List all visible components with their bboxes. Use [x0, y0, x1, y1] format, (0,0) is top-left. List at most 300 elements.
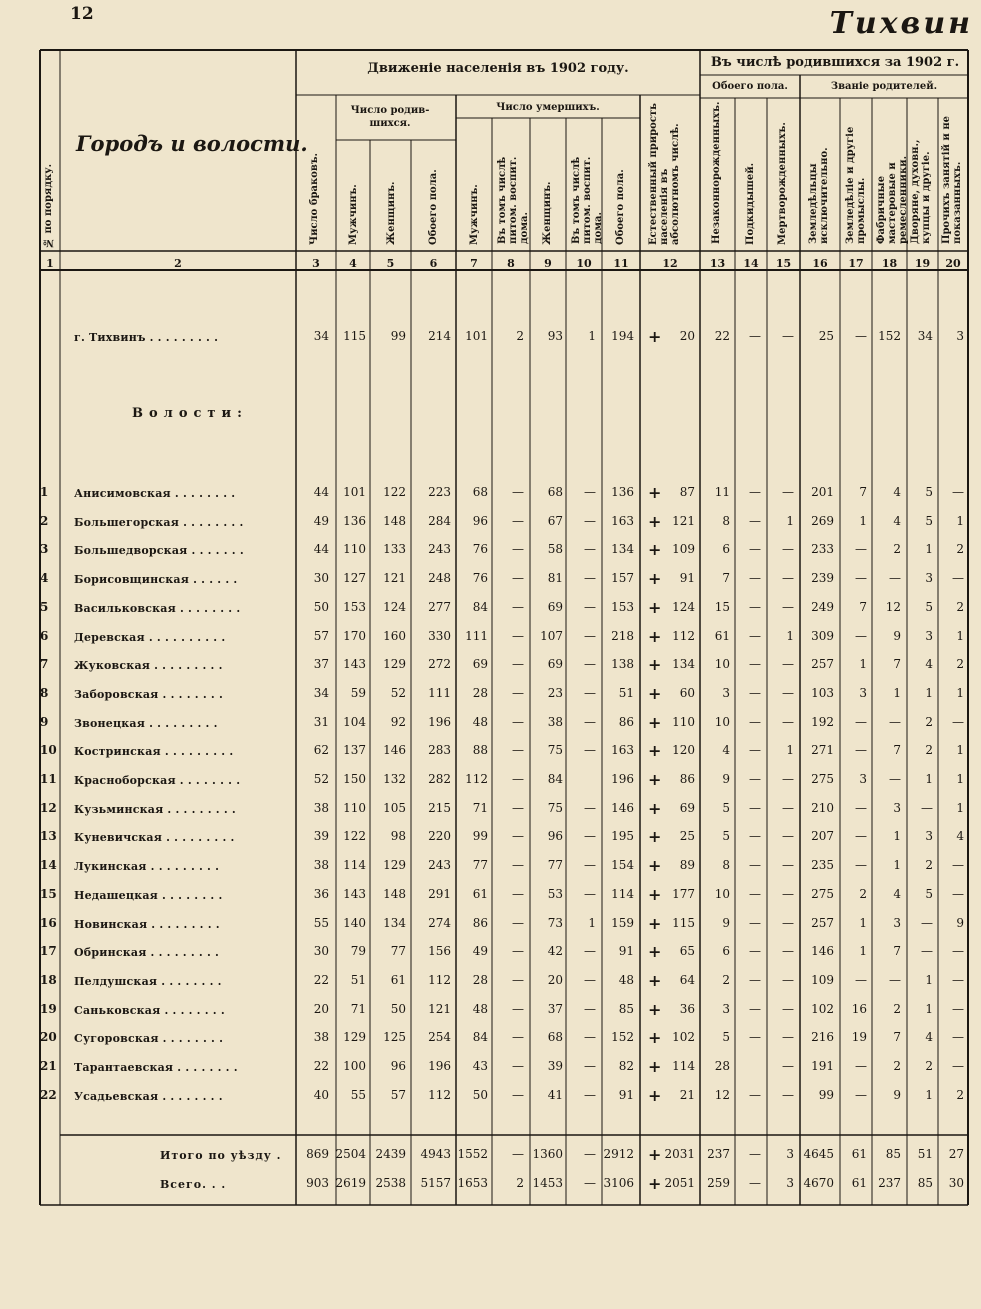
cell-value: 156 — [428, 944, 451, 959]
cell-value: — — [952, 886, 964, 901]
cell-value: 15 — [714, 599, 730, 614]
cell-value: 125 — [383, 1030, 406, 1045]
cell-value: 11 — [714, 485, 730, 499]
cell-value: 10 — [714, 886, 730, 901]
col-4-header: Мужчинъ. — [348, 184, 359, 245]
column-number-15: 15 — [775, 257, 792, 270]
cell-value: 7 — [893, 743, 901, 758]
cell-value: 99 — [390, 329, 406, 343]
cell-value: 215 — [428, 800, 451, 815]
cell-value: — — [584, 1087, 596, 1102]
cell-value: 9 — [722, 915, 730, 930]
cell-value: 5 — [925, 886, 933, 901]
cell-value: 257 — [811, 657, 834, 672]
cell-value: 57 — [390, 1087, 406, 1102]
cell-value: 27 — [948, 1147, 964, 1161]
cell-value: 109 — [672, 542, 695, 557]
plus-sign: + — [648, 626, 662, 646]
cell-value: 44 — [313, 485, 329, 499]
row-name: Обринская . . . . . . . . . — [74, 946, 220, 960]
cell-value: 65 — [679, 944, 695, 959]
cell-value: 92 — [390, 714, 406, 729]
cell-value: 2 — [516, 329, 524, 343]
row-name: Новинская . . . . . . . . . — [74, 917, 220, 931]
cell-value: — — [584, 1176, 596, 1190]
cell-value: — — [855, 714, 867, 729]
cell-value: 55 — [350, 1087, 366, 1102]
cell-value: — — [889, 571, 901, 586]
cell-value: 210 — [811, 800, 834, 815]
cell-value: 1 — [859, 915, 867, 930]
cell-value: — — [952, 1001, 964, 1016]
row-name: Саньковская . . . . . . . . — [74, 1003, 225, 1017]
cell-value: 91 — [618, 944, 634, 959]
cell-value: 154 — [611, 858, 634, 873]
row-index: 18 — [40, 972, 57, 987]
plus-sign: + — [648, 597, 662, 617]
cell-value: — — [952, 1059, 964, 1073]
cell-value: 77 — [390, 944, 406, 959]
cell-value: 160 — [383, 628, 406, 643]
column-number-1: 1 — [46, 257, 54, 270]
cell-value: 53 — [547, 886, 563, 901]
cell-value: 40 — [313, 1087, 329, 1102]
cell-value: 41 — [547, 1087, 563, 1102]
cell-value: 6 — [722, 542, 730, 557]
plus-sign: + — [648, 327, 662, 346]
cell-value: 50 — [472, 1087, 488, 1102]
cell-value: — — [749, 886, 761, 901]
cell-value: — — [512, 599, 524, 614]
cell-value: 22 — [714, 329, 730, 343]
cell-value: 5 — [925, 599, 933, 614]
row-index: 22 — [40, 1087, 57, 1102]
cell-value: 1 — [893, 858, 901, 873]
cell-value: 37 — [313, 657, 329, 672]
cell-value: 254 — [428, 1030, 451, 1045]
cell-value: — — [512, 1147, 524, 1161]
cell-value: 121 — [672, 513, 695, 528]
cell-value: 89 — [679, 858, 695, 873]
row-index: 6 — [40, 628, 49, 643]
header-movement: Движеніе населенія въ 1902 году. — [367, 61, 629, 76]
cell-value: 30 — [948, 1176, 964, 1190]
cell-value: 48 — [472, 714, 488, 729]
column-number-4: 4 — [349, 257, 357, 270]
cell-value: — — [749, 743, 761, 758]
cell-value: 1 — [956, 743, 964, 758]
cell-value: 64 — [679, 972, 695, 987]
cell-value: 112 — [428, 1087, 451, 1102]
cell-value: 134 — [611, 542, 634, 557]
row-name: Борисовщинская . . . . . . — [74, 573, 238, 587]
cell-value: — — [855, 628, 867, 643]
cell-value: — — [584, 542, 596, 557]
cell-value: 30 — [313, 944, 329, 959]
cell-value: — — [584, 685, 596, 700]
cell-value: 114 — [343, 858, 366, 873]
cell-value: 79 — [350, 944, 366, 959]
cell-value: 1 — [925, 542, 933, 557]
col-14-header: Подкидышей. — [745, 162, 756, 245]
cell-value: 120 — [672, 743, 695, 758]
running-title: Тихвин — [829, 6, 973, 41]
cell-value: 243 — [428, 858, 451, 873]
cell-value: 1 — [786, 513, 794, 528]
cell-value: 4 — [893, 485, 901, 499]
cell-value: 88 — [472, 743, 488, 758]
column-number-12: 12 — [662, 257, 678, 270]
cell-value: 51 — [917, 1147, 933, 1161]
cell-value: — — [584, 1059, 596, 1073]
cell-value: 2 — [956, 1087, 964, 1102]
cell-value: — — [782, 329, 794, 343]
cell-value: 28 — [472, 972, 488, 987]
cell-value: — — [782, 972, 794, 987]
cell-value: 2051 — [664, 1176, 695, 1190]
cell-value: 21 — [679, 1087, 695, 1102]
cell-value: — — [782, 886, 794, 901]
plus-sign: + — [648, 569, 662, 589]
cell-value: 194 — [611, 329, 634, 343]
plus-sign: + — [648, 540, 662, 560]
col-16-header: Земледѣльцы исключительно. — [808, 147, 830, 244]
cell-value: 36 — [313, 886, 329, 901]
row-name: г. Тихвинъ . . . . . . . . . — [74, 331, 219, 344]
cell-value: 7 — [859, 485, 867, 499]
cell-value: 2 — [956, 599, 964, 614]
cell-value: — — [749, 1030, 761, 1045]
cell-value: 104 — [343, 714, 366, 729]
cell-value: 22 — [313, 972, 329, 987]
cell-value: 2504 — [335, 1147, 366, 1161]
cell-value: — — [921, 944, 933, 959]
cell-value: 157 — [611, 571, 634, 586]
cell-value: 2 — [925, 1059, 933, 1073]
cell-value: — — [512, 628, 524, 643]
cell-value: 100 — [343, 1059, 366, 1073]
cell-value: 76 — [472, 542, 488, 557]
row-index: 15 — [40, 886, 57, 901]
cell-value: — — [952, 972, 964, 987]
cell-value: 49 — [472, 944, 488, 959]
cell-value: 163 — [611, 513, 634, 528]
cell-value: 48 — [618, 972, 634, 987]
column-number-18: 18 — [881, 257, 898, 270]
cell-value: 84 — [547, 772, 563, 786]
header-index: № по порядку. — [43, 163, 54, 248]
cell-value: 248 — [428, 571, 451, 586]
cell-value: 85 — [618, 1001, 634, 1016]
row-index: 20 — [40, 1030, 57, 1045]
cell-value: — — [749, 485, 761, 499]
cell-value: — — [512, 829, 524, 844]
cell-value: — — [855, 1059, 867, 1073]
header-born: Число родив-шихся. — [350, 105, 430, 129]
cell-value: 84 — [472, 599, 488, 614]
column-number-16: 16 — [812, 257, 828, 270]
row-name: Сугоровская . . . . . . . . — [74, 1032, 224, 1046]
cell-value: 96 — [472, 513, 488, 528]
cell-value: 2 — [956, 657, 964, 672]
cell-value: — — [782, 915, 794, 930]
cell-value: 30 — [313, 571, 329, 586]
cell-value: 1653 — [457, 1176, 488, 1190]
cell-value: 31 — [313, 714, 329, 729]
col-10-header: Въ томъ числѣ питом. воспит. дома. — [571, 156, 604, 244]
cell-value: 129 — [343, 1030, 366, 1045]
row-name: Костринская . . . . . . . . . — [74, 745, 234, 759]
row-name: Анисимовская . . . . . . . . — [74, 487, 236, 500]
cell-value: — — [782, 944, 794, 959]
cell-value: 2 — [956, 542, 964, 557]
cell-value: 122 — [383, 485, 406, 499]
cell-value: — — [584, 1030, 596, 1045]
column-number-17: 17 — [848, 257, 864, 270]
cell-value: 148 — [383, 513, 406, 528]
cell-value: 110 — [343, 800, 366, 815]
cell-value: 86 — [618, 714, 634, 729]
cell-value: 69 — [547, 657, 563, 672]
cell-value: 69 — [679, 800, 695, 815]
cell-value: 3 — [722, 1001, 730, 1016]
column-number-3: 3 — [312, 257, 320, 270]
cell-value: 170 — [343, 628, 366, 643]
cell-value: 134 — [672, 657, 695, 672]
plus-sign: + — [648, 942, 662, 962]
cell-value: 59 — [350, 685, 366, 700]
cell-value: — — [584, 743, 596, 758]
col-9-header: Женщинъ. — [542, 181, 553, 245]
cell-value: 1 — [859, 657, 867, 672]
cell-value: 107 — [540, 628, 563, 643]
total-label: Всего. . . — [160, 1178, 227, 1191]
row-name: Тарантаевская . . . . . . . . — [74, 1061, 238, 1074]
cell-value: 218 — [611, 628, 634, 643]
cell-value: 4943 — [420, 1147, 451, 1161]
cell-value: 191 — [811, 1059, 834, 1073]
cell-value: 1 — [786, 628, 794, 643]
cell-value: 1 — [925, 685, 933, 700]
cell-value: 132 — [383, 772, 406, 786]
cell-value: 1453 — [532, 1176, 563, 1190]
cell-value: 68 — [472, 485, 488, 499]
cell-value: — — [749, 858, 761, 873]
cell-value: — — [512, 772, 524, 786]
col-13-header: Незаконнорожденныхъ. — [711, 101, 722, 244]
cell-value: 25 — [679, 829, 695, 844]
cell-value: 143 — [343, 886, 366, 901]
cell-value: 2619 — [335, 1176, 366, 1190]
cell-value: 61 — [714, 628, 730, 643]
cell-value: 3 — [786, 1147, 794, 1161]
plus-sign: + — [648, 856, 662, 876]
cell-value: 1 — [925, 1087, 933, 1102]
row-index: 8 — [40, 685, 49, 700]
col-17-header: Земледѣліе и другіе промыслы. — [845, 126, 867, 244]
plus-sign: + — [648, 970, 662, 990]
column-number-5: 5 — [386, 257, 395, 270]
cell-value: 38 — [547, 714, 563, 729]
row-name: Заборовская . . . . . . . . — [74, 687, 223, 701]
cell-value: 192 — [811, 714, 834, 729]
cell-value: 39 — [547, 1059, 563, 1073]
cell-value: 10 — [714, 714, 730, 729]
plus-sign: + — [648, 683, 662, 703]
cell-value: 1 — [956, 628, 964, 643]
cell-value: 69 — [547, 599, 563, 614]
cell-value: — — [749, 329, 761, 343]
cell-value: 4 — [722, 743, 730, 758]
cell-value: — — [782, 542, 794, 557]
col-19-header: Дворяне, духовн., купцы и другіе. — [910, 139, 932, 244]
cell-value: — — [749, 829, 761, 844]
cell-value: 20 — [679, 329, 695, 343]
cell-value: 77 — [472, 858, 488, 873]
cell-value: 43 — [472, 1059, 488, 1073]
cell-value: 2 — [925, 714, 933, 729]
cell-value: — — [749, 1087, 761, 1102]
cell-value: 93 — [547, 329, 563, 343]
row-index: 11 — [40, 772, 57, 786]
cell-value: 28 — [472, 685, 488, 700]
plus-sign: + — [648, 1145, 662, 1164]
plus-sign: + — [648, 884, 662, 904]
cell-value: 71 — [472, 800, 488, 815]
cell-value: — — [512, 858, 524, 873]
cell-value: 61 — [472, 886, 488, 901]
cell-value: 42 — [547, 944, 563, 959]
cell-value: 146 — [811, 944, 834, 959]
cell-value: 69 — [472, 657, 488, 672]
header-died: Число умершихъ. — [496, 102, 600, 113]
cell-value: 57 — [313, 628, 329, 643]
header-both-sex: Обоего пола. — [712, 81, 788, 92]
cell-value: 85 — [917, 1176, 933, 1190]
cell-value: — — [749, 657, 761, 672]
cell-value: 196 — [611, 772, 634, 786]
cell-value: 1 — [956, 685, 964, 700]
cell-value: 153 — [343, 599, 366, 614]
cell-value: — — [782, 599, 794, 614]
column-number-10: 10 — [576, 257, 592, 270]
cell-value: — — [584, 858, 596, 873]
column-number-2: 2 — [174, 257, 182, 270]
cell-value: — — [512, 1030, 524, 1045]
row-index: 16 — [40, 915, 57, 930]
cell-value: 2031 — [664, 1147, 695, 1161]
cell-value: — — [952, 858, 964, 873]
cell-value: 3 — [956, 329, 964, 343]
cell-value: — — [889, 972, 901, 987]
row-index: 13 — [40, 829, 57, 844]
cell-value: 249 — [811, 599, 834, 614]
col-11-header: Обоего пола. — [615, 169, 626, 245]
cell-value: 23 — [547, 685, 563, 700]
cell-value: 75 — [547, 743, 563, 758]
cell-value: 177 — [672, 886, 695, 901]
cell-value: 153 — [611, 599, 634, 614]
cell-value: 1552 — [457, 1147, 488, 1161]
cell-value: — — [512, 513, 524, 528]
cell-value: — — [584, 599, 596, 614]
cell-value: 121 — [428, 1001, 451, 1016]
col-8-header: Въ томъ числѣ питом. воспит. дома. — [497, 156, 530, 244]
cell-value: — — [512, 1001, 524, 1016]
cell-value: 38 — [313, 1030, 329, 1045]
row-name: Деревская . . . . . . . . . . — [74, 630, 226, 644]
total-label: Итого по уѣзду . — [160, 1149, 282, 1162]
cell-value: — — [782, 685, 794, 700]
cell-value: 284 — [428, 513, 451, 528]
cell-value: 115 — [343, 329, 366, 343]
cell-value: 223 — [428, 485, 451, 499]
column-number-8: 8 — [507, 257, 515, 270]
cell-value: 8 — [722, 513, 730, 528]
cell-value: — — [584, 485, 596, 499]
cell-value: — — [512, 800, 524, 815]
cell-value: — — [782, 485, 794, 499]
cell-value: 3106 — [603, 1176, 634, 1190]
cell-value: 1 — [925, 1001, 933, 1016]
cell-value: 269 — [811, 513, 834, 528]
cell-value: 3 — [893, 915, 901, 930]
cell-value: 34 — [313, 329, 329, 343]
column-number-13: 13 — [709, 257, 726, 270]
cell-value: 275 — [811, 886, 834, 901]
column-number-7: 7 — [470, 257, 478, 270]
cell-value: — — [782, 1001, 794, 1016]
cell-value: 309 — [811, 628, 834, 643]
cell-value: — — [584, 829, 596, 844]
cell-value: 3 — [925, 571, 933, 586]
cell-value: 330 — [428, 628, 451, 643]
cell-value: 99 — [472, 829, 488, 844]
cell-value: 9 — [722, 772, 730, 786]
cell-value: 38 — [313, 858, 329, 873]
cell-value: 38 — [313, 800, 329, 815]
cell-value: — — [584, 513, 596, 528]
cell-value: 19 — [851, 1030, 867, 1045]
cell-value: — — [512, 1059, 524, 1073]
cell-value: — — [782, 772, 794, 786]
cell-value: — — [952, 485, 964, 499]
cell-value: — — [749, 542, 761, 557]
cell-value: — — [512, 542, 524, 557]
col-6-header: Обоего пола. — [428, 169, 439, 245]
cell-value: 277 — [428, 599, 451, 614]
cell-value: 129 — [383, 858, 406, 873]
cell-value: 9 — [893, 1087, 901, 1102]
cell-value: — — [889, 714, 901, 729]
cell-value: 146 — [383, 743, 406, 758]
cell-value: 55 — [313, 915, 329, 930]
col-12-header: Естественный прирость населенія въ абсолютномъ числѣ. — [648, 103, 681, 245]
cell-value: 2 — [925, 858, 933, 873]
cell-value: 34 — [313, 685, 329, 700]
cell-value: 39 — [313, 829, 329, 844]
row-index: 19 — [40, 1001, 57, 1016]
row-index: 12 — [40, 800, 57, 815]
cell-value: 98 — [390, 829, 406, 844]
cell-value: 2 — [893, 1001, 901, 1016]
cell-value: 233 — [811, 542, 834, 557]
cell-value: 1 — [925, 772, 933, 786]
cell-value: — — [749, 972, 761, 987]
cell-value: 2439 — [375, 1147, 406, 1161]
cell-value: 103 — [811, 685, 834, 700]
cell-value: 152 — [878, 329, 901, 343]
